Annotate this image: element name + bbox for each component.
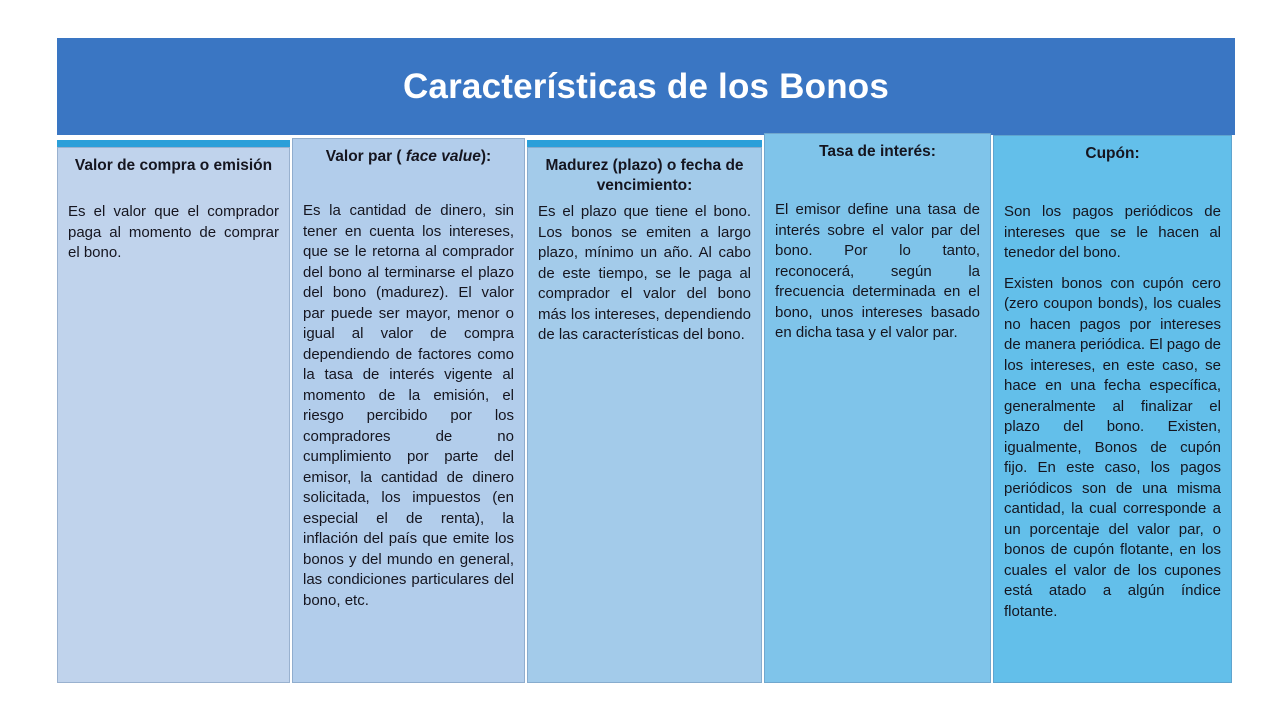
column-header	[303, 145, 514, 201]
column-body-paragraph: Es el plazo que tiene el bono. Los bonos se emiten a largo plazo, mínimo un año. Al cabo de este tiempo, se le paga al comprador el valor del bono más los intereses, dependiendo de las características del bono.	[538, 203, 751, 343]
column-header: Tasa de interés:	[819, 143, 936, 160]
column-header: Cupón:	[1085, 145, 1140, 162]
column-body-paragraph: Son los pagos periódicos de intereses que se le hacen al tenedor del bono.	[1004, 203, 1221, 261]
column-panel	[527, 147, 762, 683]
column-panel	[764, 133, 991, 683]
column-body-paragraph: Es la cantidad de dinero, sin tener en cuenta los intereses, que se le retorna al comprador del bono al terminarse el plazo del bono (madurez). El valor par puede ser mayor, menor o igual al valor de compra dependiendo de factores como la tasa de interés vigente al momento de la emisión, el riesgo percibido por los compradores de no cumplimiento por parte del emisor, la cantidad de dinero solicitada, los impuestos (en especial el de renta), la inflación del país que emite los bonos y del mundo en general, las condiciones particulares del bono, etc.	[303, 202, 514, 609]
header-text: ):	[480, 148, 492, 165]
header-text: Valor par (	[325, 148, 406, 165]
column-body-paragraph: Existen bonos con cupón cero (zero coupon bonds), los cuales no hacen pagos por intereses de manera periódica. El pago de los intereses, en este caso, se hace en una fecha específica, generalmente al finalizar el plazo del bono. Existen, igualmente, Bonos de cupón fijo. En este caso, los pagos periódicos son de una misma cantidad, la cual corresponde a un porcentaje del valor par, o bonos de cupón flotante, en los cuales el valor de los cupones está atado a algún índice flotante.	[1004, 274, 1221, 620]
column-header: Valor de compra o emisión	[74, 157, 273, 174]
column-panel	[993, 135, 1232, 683]
column-panel	[292, 138, 525, 683]
column-accent-strip	[57, 140, 290, 147]
header-italic-text: face value	[405, 148, 481, 165]
column-body-paragraph: Es el valor que el comprador paga al momento de comprar el bono.	[68, 203, 279, 261]
column-header: Madurez (plazo) o fecha de vencimiento:	[545, 157, 744, 194]
slide-title: Características de los Bonos	[402, 66, 890, 106]
column-accent-strip	[527, 140, 762, 147]
column-madurez	[527, 140, 762, 683]
column-cupon	[993, 135, 1232, 683]
column-body-paragraph: El emisor define una tasa de interés sobre el valor par del bono. Por lo tanto, reconocerá, según la frecuencia determinada en el bono, unos intereses basado en dicha tasa y el valor par.	[775, 201, 980, 341]
column-tasa-interes	[764, 133, 991, 683]
column-panel	[57, 147, 290, 683]
column-valor-compra	[57, 140, 290, 683]
title-banner	[57, 38, 1235, 135]
column-valor-par	[292, 138, 525, 683]
